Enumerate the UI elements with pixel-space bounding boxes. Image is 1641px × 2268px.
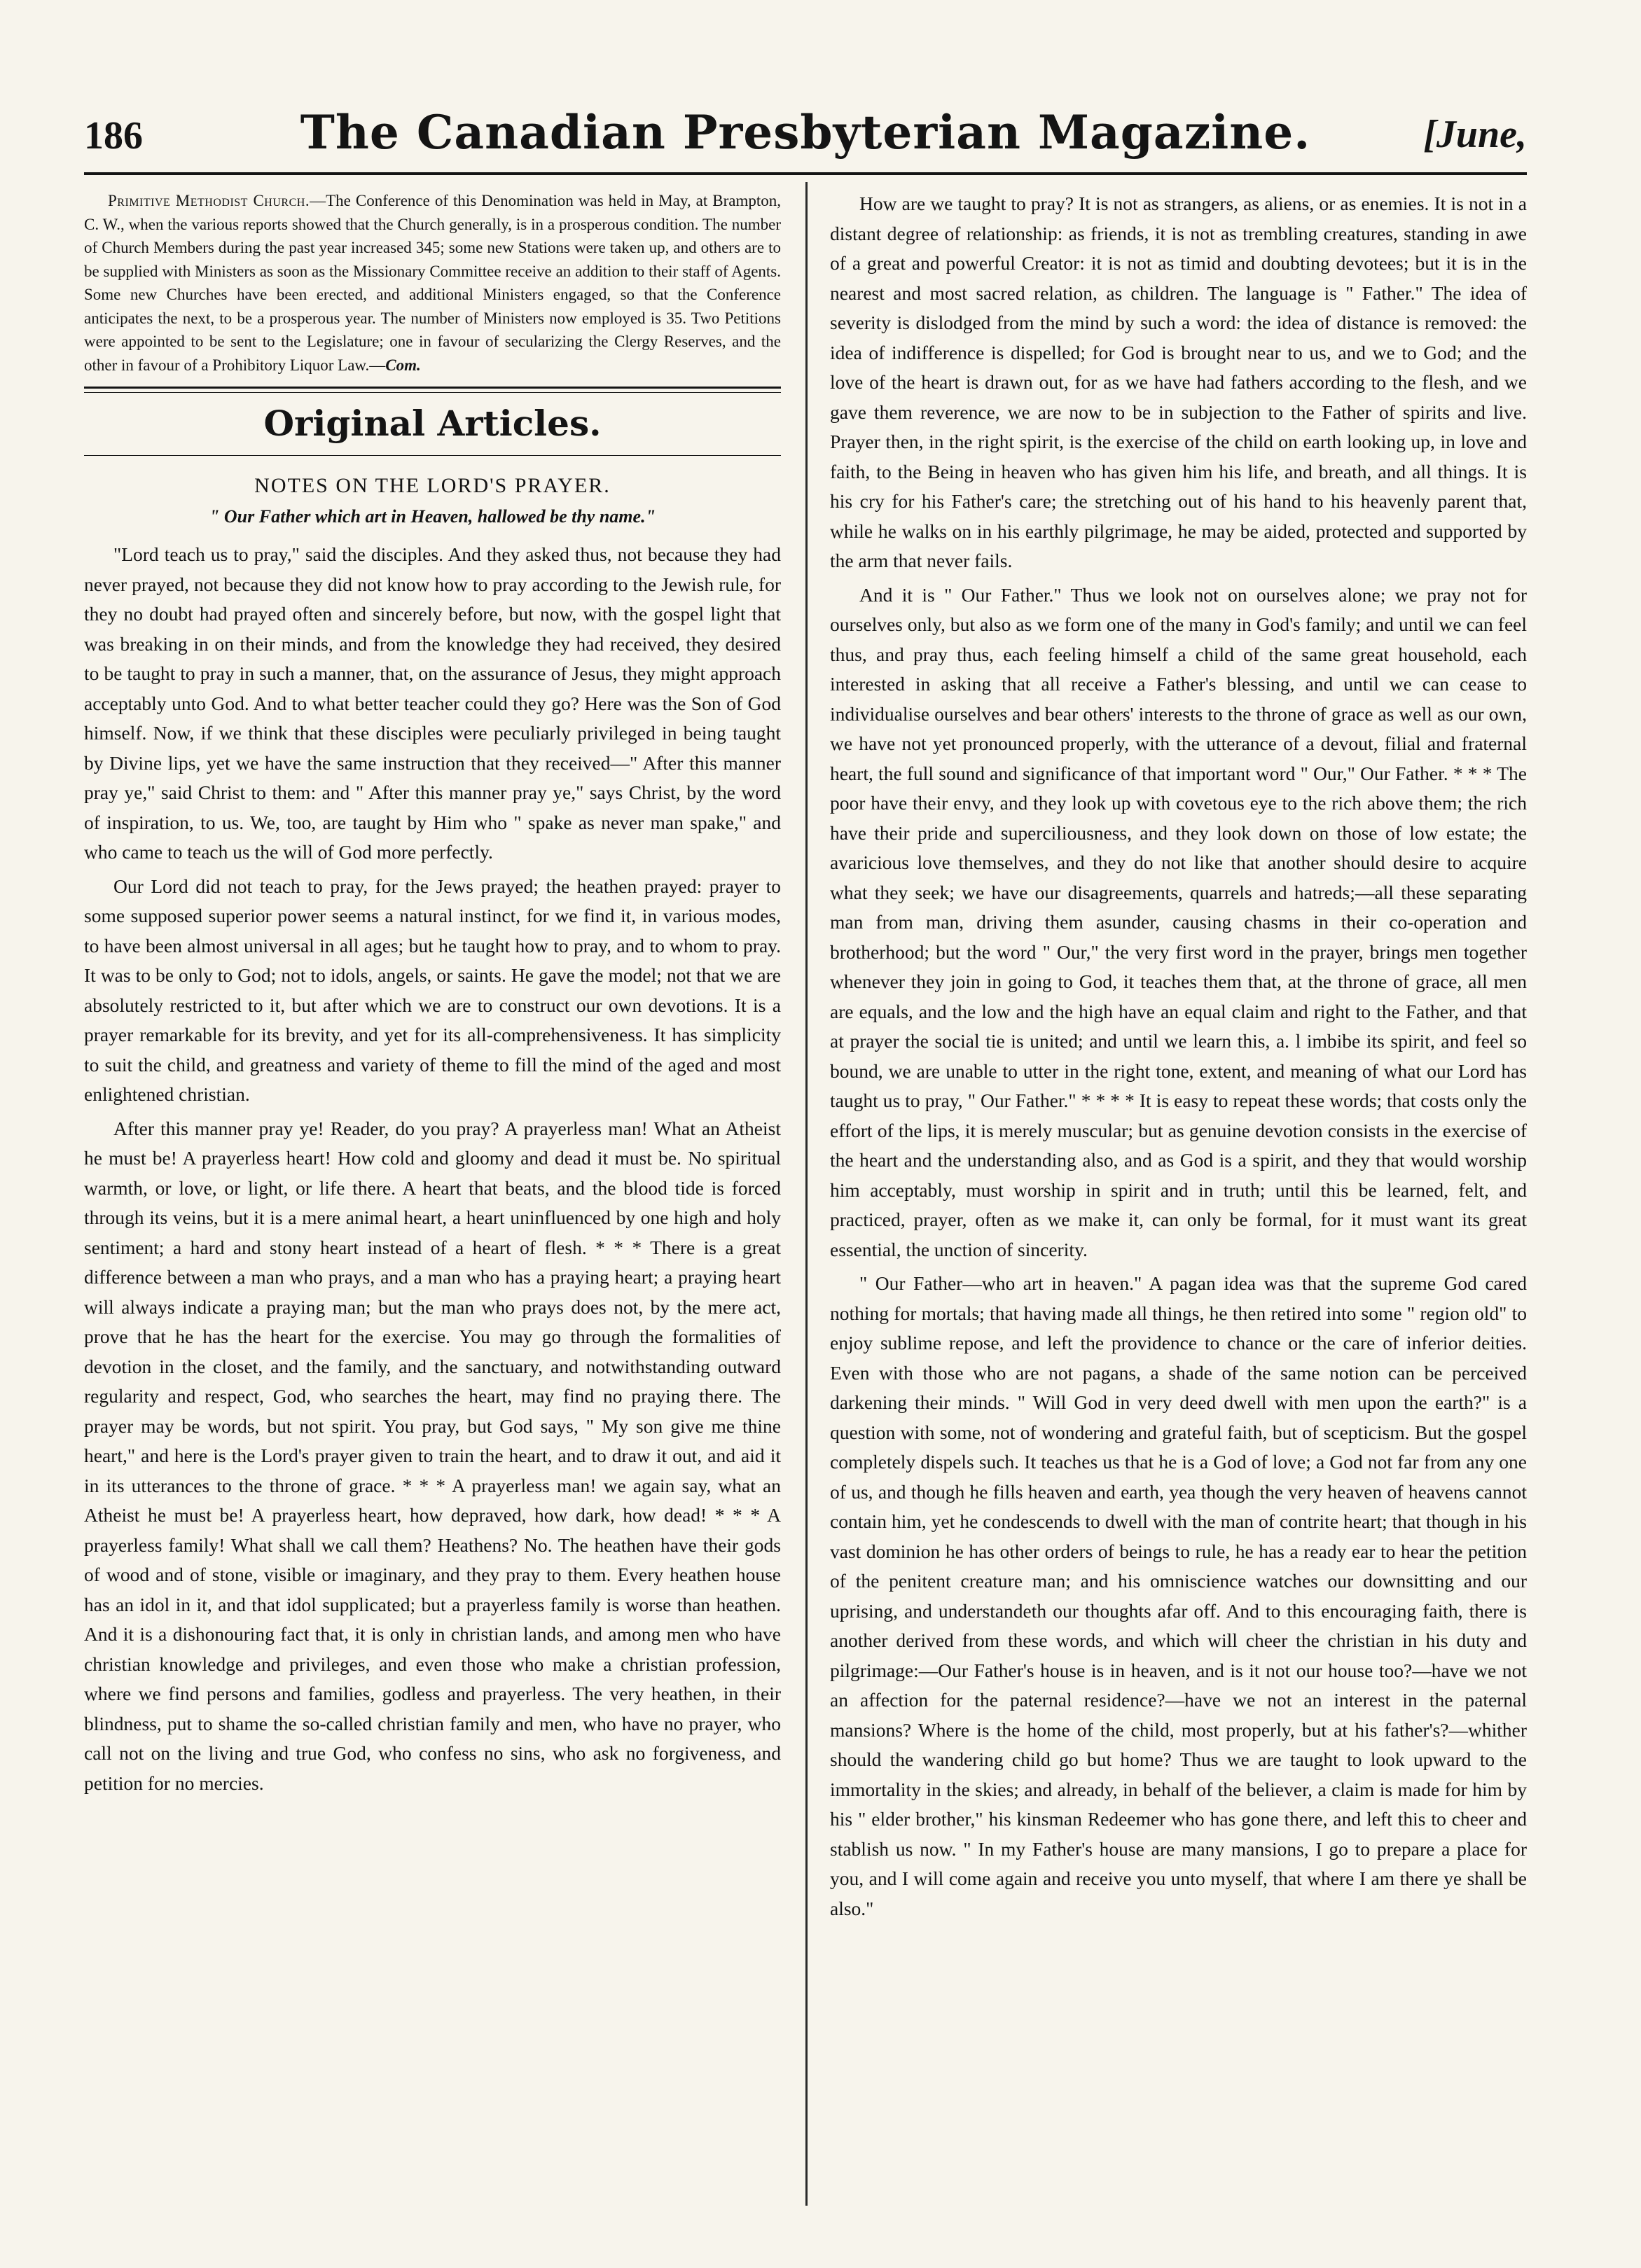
article-paragraph: Our Lord did not teach to pray, for the Jews prayed; the heathen prayed: prayer to some supposed superior power seems a natural instinct, for we find it, in various modes, to have been almost universal in all ages; but he taught how to pray, and to whom to pray. It was to be only to God; not to idols, angels, or saints. He gave the model; not that we are absolutely restricted to it, but after which we are to construct our own devotions. It is a prayer remarkable for its brevity, and yet for its all-comprehensiveness. It has simplicity to suit the child, and greatness and variety of theme to fill the mind of the aged and most enlightened christian.	[84, 875, 781, 1105]
section-title-rule	[84, 455, 781, 456]
section-rule	[84, 387, 781, 393]
column-divider	[805, 182, 808, 2206]
article-title: NOTES ON THE LORD'S PRAYER.	[254, 474, 611, 497]
news-body: —The Conference of this Denomination was held in May, at Brampton, C. W., when the various reports showed that the Church generally, is in a prosperous condition. The number of Church Members during the past year increased 345; some new Stations were taken up, and others are to be supplied with Ministers as soon as the Missionary Committee receive an addition to their staff of Agents. Some new Churches have been erected, and additional Ministers engaged, so that the Conference anticipates the next, to be a prosperous year. The number of Ministers now employed is 35. Two Petitions were appointed to be sent to the Legislature; one in favour of secularizing the Clergy Reserves, and the other in favour of a Prohibitory Liquor Law.—	[84, 192, 781, 374]
issue-month: [June,	[1423, 113, 1527, 156]
article-paragraph: And it is " Our Father." Thus we look not on ourselves alone; we pray not for ourselves only, but also as we form one of the many in God's family; and until we can feel thus, and pray thus, each feeling himself a child of the same great household, each interested in asking that all receive a Father's blessing, and until we can cease to individualise ourselves and bear others' interests to the throne of grace as well as our own, we have not yet pronounced properly, with the utterance of a devout, filial and fraternal heart, the full sound and significance of that important word " Our," Our Father. * * * The poor have their envy, and they look up with covetous eye to the rich above them; the rich have their pride and superciliousness, and they look down on those of low estate; the avaricious love themselves, and they do not like that another should desire to acquire what they seek; we have our disagreements, quarrels and hatreds;—all these separating man from man, driving them asunder, causing chasms in their co-operation and brotherhood; but the word " Our," the very first word in the prayer, brings men together whenever they join in going to God, it teaches them that, at the throne of grace, all men are equals, and the low and the high have an equal claim and right to the Father, and that at prayer the social tie is united; and until we learn this, a. l imbibe its spirit, and feel so bound, we are unable to utter in the right tone, extent, and meaning of what our Lord has taught us to pray, " Our Father." * * * * It is easy to repeat these words; that costs only the effort of the lips, it is merely muscular; but as genuine devotion consists in the exercise of the heart and the understanding also, and as God is a spirit, and they that would worship him acceptably, must worship in spirit and in truth; until this be learned, felt, and practiced, prayer, often as we make it, can only be formal, for it must want its great essential, the unction of sincerity.	[830, 583, 1527, 1260]
journal-title: The Canadian Presbyterian Magazine.	[300, 105, 1311, 160]
magazine-page	[84, 105, 1527, 2213]
article-paragraph: How are we taught to pray? It is not as strangers, as aliens, or as enemies. It is not in a distant degree of relationship: as friends, it is not as trembling creatures, standing in awe of a great and powerful Creator: it is not as timid and doubting devotees; but it is in the nearest and most sacred relation, as children. The language is " Father." The idea of severity is dislodged from the mind by such a word: the idea of distance is removed: the idea of indifference is dispelled; for God is brought near to us, and we to God; and the love of the heart is drawn out, for as we have had fathers according to the flesh, and we gave them reverence, we are now to be in subjection to the Father of spirits and live. Prayer then, in the right spirit, is the exercise of the child on earth looking up, in love and faith, to the Being in heaven who has given him his life, and breath, and all things. It is his cry for his Father's care; the stretching out of his hand to his heavenly parent that, while he walks on in his earthly pilgrimage, he may be aided, protected and supported by the arm that never fails.	[830, 193, 1527, 571]
page-number: 186	[84, 114, 143, 158]
article-paragraph: "Lord teach us to pray," said the disciples. And they asked thus, not because they had never prayed, not because they did not know how to pray according to the Jewish rule, for they no doubt had prayed often and sincerely before, but now, with the gospel light that was breaking in on their minds, and from the knowledge they had received, they desired to be taught to pray in such a manner, that, on the assurance of Jesus, they might approach acceptably unto God. And to what better teacher could they go? Here was the Son of God himself. Now, if we think that these disciples were peculiarly privileged in being taught by Divine lips, yet we have the same instruction that they received—" After this manner pray ye," said Christ to them: and " After this manner pray ye," says Christ, by the word of inspiration, to us. We, too, are taught by Him who " spake as never man spake," and who came to teach us the will of God more perfectly.	[84, 543, 781, 863]
left-column	[84, 189, 781, 2206]
article-epigraph: " Our Father which art in Heaven, hallowed be thy name."	[209, 506, 656, 527]
page-header	[84, 105, 1527, 168]
news-lead: Primitive Methodist Church.	[108, 192, 310, 209]
article-paragraph: " Our Father—who art in heaven." A pagan idea was that the supreme God cared nothing for mortals; that having made all things, he then retired into some " region old" to enjoy sublime repose, and left the providence to chance or the care of inferior deities. Even with those who are not pagans, a shade of the same notion can be perceived darkening their minds. " Will God in very deed dwell with men upon the earth?" is a question with some, not of wondering and grateful faith, but of scepticism. But the gospel completely dispels such. It teaches us that he is a God of love; a God not far from any one of us, and though he fills heaven and earth, yea though the very heaven of heavens cannot contain him, yet he condescends to dwell with the man of contrite heart; that though in his vast dominion he has other orders of beings to rule, he has a ready ear to hear the petition of the penitent creature man; and his omniscience watches our downsitting and our uprising, and understandeth our thoughts afar off. And to this encouraging faith, there is another derived from these words, and which will cheer the christian in his duty and pilgrimage:—Our Father's house is in heaven, and is it not our house too?—have we not an affection for the paternal residence?—have we not an interest in the paternal mansions? Where is the home of the child, most properly, but at his father's?—whither should the wandering child go but home? Thus we are taught to look upward to the immortality in the skies; and already, in behalf of the believer, a claim is made for him by his " elder brother," his kinsman Redeemer who has gone there, and left this to cheer and stablish us now. " In my Father's house are many mansions, I go to prepare a place for you, and I will come again and receive you unto myself, that where I am there ye shall be also."	[830, 1272, 1527, 1919]
news-credit: Com.	[385, 356, 421, 374]
news-item	[84, 189, 781, 377]
right-column	[830, 189, 1527, 2206]
article-paragraph: After this manner pray ye! Reader, do you pray? A prayerless man! What an Atheist he must be! A prayerless heart! How cold and gloomy and dead it must be. No spiritual warmth, or love, or light, or life there. A heart that beats, and the blood tide is forced through its veins, but it is a mere animal heart, a heart uninfluenced by one high and holy sentiment; a hard and stony heart instead of a heart of flesh. * * * There is a great difference between a man who prays, and a man who has a praying heart; a praying heart will always indicate a praying man; but the man who prays does not, by the mere act, prove that he has the heart for the exercise. You may go through the formalities of devotion in the closet, and the family, and the sanctuary, and notwithstanding outward regularity and respect, God, who searches the heart, may find no praying there. The prayer may be words, but not spirit. You pray, but God says, " My son give me thine heart," and here is the Lord's prayer given to train the heart, and to draw it out, and aid it in its utterances to the throne of grace. * * * A prayerless man! we again say, what an Atheist he must be! A prayerless heart, how depraved, how dark, how dead! * * * A prayerless family! What shall we call them? Heathens? No. The heathen have their gods of wood and of stone, visible or imaginary, and they pray to them. Every heathen house has an idol in it, and that idol supplicated; but a prayerless family is worse than heathen. And it is a dishonouring fact that, it is only in christian lands, and among men who have christian knowledge and privileges, and even those who make a christian profession, where we find persons and families, godless and prayerless. The very heathen, in their blindness, put to shame the so-called christian family and men, who have no prayer, who call not on the living and true God, who confess no sins, who ask no forgiveness, and petition for no mercies.	[84, 1117, 781, 1794]
header-rule	[84, 172, 1527, 175]
section-title: Original Articles.	[263, 403, 602, 444]
